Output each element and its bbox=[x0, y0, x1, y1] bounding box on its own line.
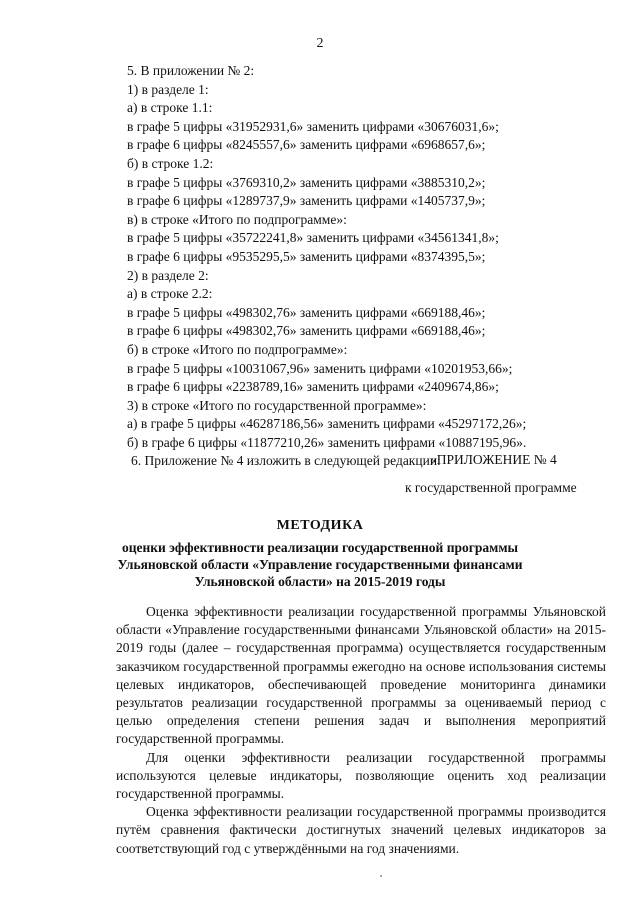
paragraph: Для оценки эффективности реализации государственной программы используются целевые индикаторы, позволяющие оценить ход реализации государственной программы. bbox=[116, 749, 606, 802]
list-item: в графе 6 цифры «9535295,5» заменить цифрами «8374395,5»; bbox=[127, 248, 486, 264]
amendments-list bbox=[127, 62, 607, 471]
list-item: в графе 6 цифры «2238789,16» заменить цифрами «2409674,86»; bbox=[127, 379, 499, 395]
methodology-title: МЕТОДИКА bbox=[276, 518, 364, 533]
list-item: а) в строке 2.2: bbox=[127, 286, 213, 302]
methodology-subtitle: оценки эффективности реализации государственной программы Ульяновской области «Управление государственными финансами Ульяновской области» на 2015-2019 годы bbox=[117, 540, 523, 589]
list-item: б) в графе 6 цифры «11877210,26» заменить цифрами «10887195,96». bbox=[127, 434, 527, 450]
list-item: б) в строке 1.2: bbox=[127, 155, 214, 171]
page-number: 2 bbox=[316, 36, 324, 51]
list-item: а) в строке 1.1: bbox=[127, 100, 213, 116]
list-item: в) в строке «Итого по подпрограмме»: bbox=[127, 211, 347, 227]
list-item: 3) в строке «Итого по государственной программе»: bbox=[127, 397, 427, 413]
list-item: в графе 5 цифры «3769310,2» заменить цифрами «3885310,2»; bbox=[127, 174, 486, 190]
list-item: в графе 6 цифры «1289737,9» заменить цифрами «1405737,9»; bbox=[127, 193, 486, 209]
paragraph: Оценка эффективности реализации государственной программы Ульяновской области «Управление государственными финансами Ульяновской области» на 2015-2019 годы (далее – государственная программа) осуществляется государственным заказчиком государственной программы ежегодно на основе использования системы целевых индикаторов, обеспечивающей проведение мониторинга динамики результатов реализации государственной программы за оцениваемый период с целью определения степени решения задач и выполнения мероприятий государственной программы. bbox=[116, 604, 606, 747]
appendix-subheading: к государственной программе bbox=[405, 480, 577, 495]
list-item: 2) в разделе 2: bbox=[127, 267, 209, 283]
scan-dot bbox=[380, 875, 382, 877]
paragraph: Оценка эффективности реализации государственной программы производится путём сравнения фактически достигнутых значений целевых индикаторов за соответствующий год с утверждёнными на год значениями. bbox=[116, 804, 606, 856]
list-item: 5. В приложении № 2: bbox=[127, 63, 255, 78]
list-item: а) в графе 5 цифры «46287186,56» заменить цифрами «45297172,26»; bbox=[127, 416, 527, 432]
list-item: в графе 6 цифры «8245557,6» заменить цифрами «6968657,6»; bbox=[127, 137, 486, 153]
list-item: б) в строке «Итого по подпрограмме»: bbox=[127, 341, 348, 357]
methodology-body bbox=[116, 603, 606, 858]
list-item: в графе 5 цифры «35722241,8» заменить цифрами «34561341,8»; bbox=[127, 230, 499, 246]
list-item: в графе 6 цифры «498302,76» заменить цифрами «669188,46»; bbox=[127, 323, 486, 339]
appendix-heading: «ПРИЛОЖЕНИЕ № 4 bbox=[430, 452, 557, 467]
list-item: в графе 5 цифры «31952931,6» заменить цифрами «30676031,6»; bbox=[127, 118, 499, 134]
list-item: 1) в разделе 1: bbox=[127, 81, 209, 97]
list-item: в графе 5 цифры «10031067,96» заменить цифрами «10201953,66»; bbox=[127, 360, 513, 376]
list-item: 6. Приложение № 4 изложить в следующей редакции: bbox=[131, 453, 441, 469]
list-item: в графе 5 цифры «498302,76» заменить цифрами «669188,46»; bbox=[127, 304, 486, 320]
